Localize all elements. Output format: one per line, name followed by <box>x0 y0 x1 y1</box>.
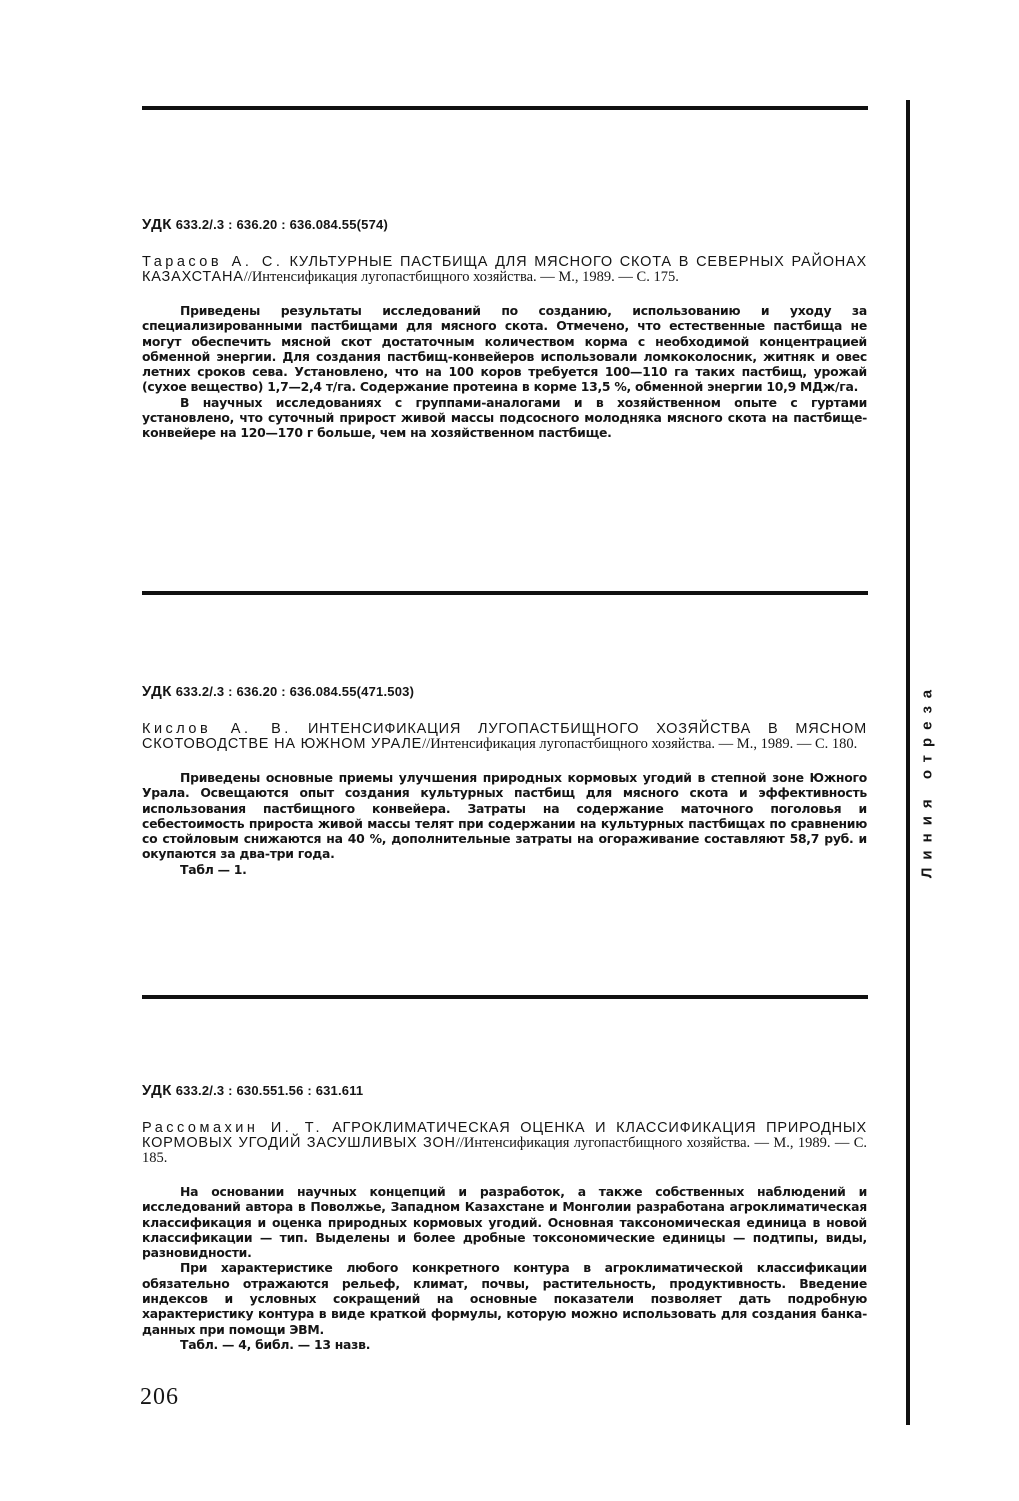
abstract-paragraph: При характеристике любого конкретного контура в агроклиматической классификации обязательно отражаются рельеф, климат, почвы, растительность, продуктивность. Введение индексов и условных сокращений на основные показатели позволяет дать подробную характеристику контура в виде краткой формулы, которую можно использовать для создания банка-данных при помощи ЭВМ. <box>142 1260 867 1337</box>
separator-rule-3 <box>142 995 868 999</box>
abstract-text <box>142 770 867 877</box>
tables-note: Табл. — 4, библ. — 13 назв. <box>180 1336 371 1352</box>
udk-line <box>142 216 867 233</box>
abstract-entry-2 <box>142 683 867 877</box>
udk-label: УДК <box>142 216 172 233</box>
abstract-entry-1 <box>142 216 867 441</box>
separator-rule-2 <box>142 591 868 595</box>
source: //Интенсификация лугопастбищного хозяйства. — М., 1989. — С. 180. <box>422 736 858 752</box>
abstract-entry-3 <box>142 1082 867 1352</box>
citation <box>142 255 867 285</box>
author: Тарасов А. С. <box>142 254 284 270</box>
source: //Интенсификация лугопастбищного хозяйства. — М., 1989. — С. 175. <box>243 269 679 285</box>
separator-rule-1 <box>142 106 868 110</box>
abstract-paragraph: Приведены результаты исследований по созданию, использованию и уходу за специализированными пастбищами для мясного скота. Отмечено, что естественные пастбища не могут обеспечить мясной скот достаточным количеством корма с необходимой концентрацией обменной энергии. Для создания пастбищ-конвейеров использовали ломкоколосник, житняк и овес летних сроков сева. Установлено, что на 100 коров требуется 100—110 га таких пастбищ, урожай (сухое вещество) 1,7—2,4 т/га. Содержание протеина в корме 13,5 %, обменной энергии 10,9 МДж/га. <box>142 303 867 395</box>
citation <box>142 1121 867 1166</box>
author: Кислов А. В. <box>142 721 292 737</box>
tables-note: Табл — 1. <box>180 861 247 877</box>
udk-code: 633.2/.3 : 636.20 : 636.084.55(471.503) <box>175 684 415 699</box>
udk-code: 633.2/.3 : 630.551.56 : 631.611 <box>175 1083 364 1098</box>
author: Рассомахин И. Т. <box>142 1120 324 1136</box>
source: //Интенсификация лугопастбищного хозяйства. — М., 1989. — С. 185. <box>142 1135 867 1166</box>
article-title: КУЛЬТУРНЫЕ ПАСТБИЩА ДЛЯ МЯСНОГО СКОТА В СЕВЕРНЫХ РАЙОНАХ КАЗАХСТАНА <box>142 254 867 285</box>
udk-line <box>142 1082 867 1099</box>
udk-label: УДК <box>142 1082 172 1099</box>
abstract-paragraph: На основании научных концепций и разработок, а также собственных наблюдений и исследований автора в Поволжье, Западном Казахстане и Монголии разработана агроклиматическая классификация и оценка природных кормовых угодий. Основная таксономическая единица в новой классификации — тип. Выделены и более дробные токсономические единицы — подтипы, виды, разновидности. <box>142 1184 867 1261</box>
citation <box>142 722 867 752</box>
udk-line <box>142 683 867 700</box>
abstract-text <box>142 303 867 441</box>
udk-code: 633.2/.3 : 636.20 : 636.084.55(574) <box>175 217 388 232</box>
abstract-text <box>142 1184 867 1352</box>
page-number: 206 <box>140 1384 179 1410</box>
abstract-paragraph: Приведены основные приемы улучшения природных кормовых угодий в степной зоне Южного Урала. Освещаются опыт создания культурных пастбищ для мясного скота и эффективность использования пастбищного конвейера. Затраты на содержание маточного поголовья и себестоимость прироста живой массы телят при содержании на культурных пастбищах по сравнению со стойловым снижаются на 40 %, дополнительные затраты на огораживание составляют 58,7 руб. и окупаются за два-три года. <box>142 770 867 862</box>
article-title: АГРОКЛИМАТИЧЕСКАЯ ОЦЕНКА И КЛАССИФИКАЦИЯ ПРИРОДНЫХ КОРМОВЫХ УГОДИЙ ЗАСУШЛИВЫХ ЗОН <box>142 1120 867 1151</box>
cut-line-rule <box>906 100 910 1425</box>
udk-label: УДК <box>142 683 172 700</box>
article-title: ИНТЕНСИФИКАЦИЯ ЛУГОПАСТБИЩНОГО ХОЗЯЙСТВА В МЯСНОМ СКОТОВОДСТВЕ НА ЮЖНОМ УРАЛЕ <box>142 721 868 752</box>
abstract-paragraph: В научных исследованиях с группами-аналогами и в хозяйственном опыте с гуртами установлено, что суточный прирост живой массы подсосного молодняка мясного скота на пастбище-конвейере на 120—170 г больше, чем на хозяйственном пастбище. <box>142 394 867 441</box>
cut-line-text: Линия отреза <box>918 681 936 879</box>
